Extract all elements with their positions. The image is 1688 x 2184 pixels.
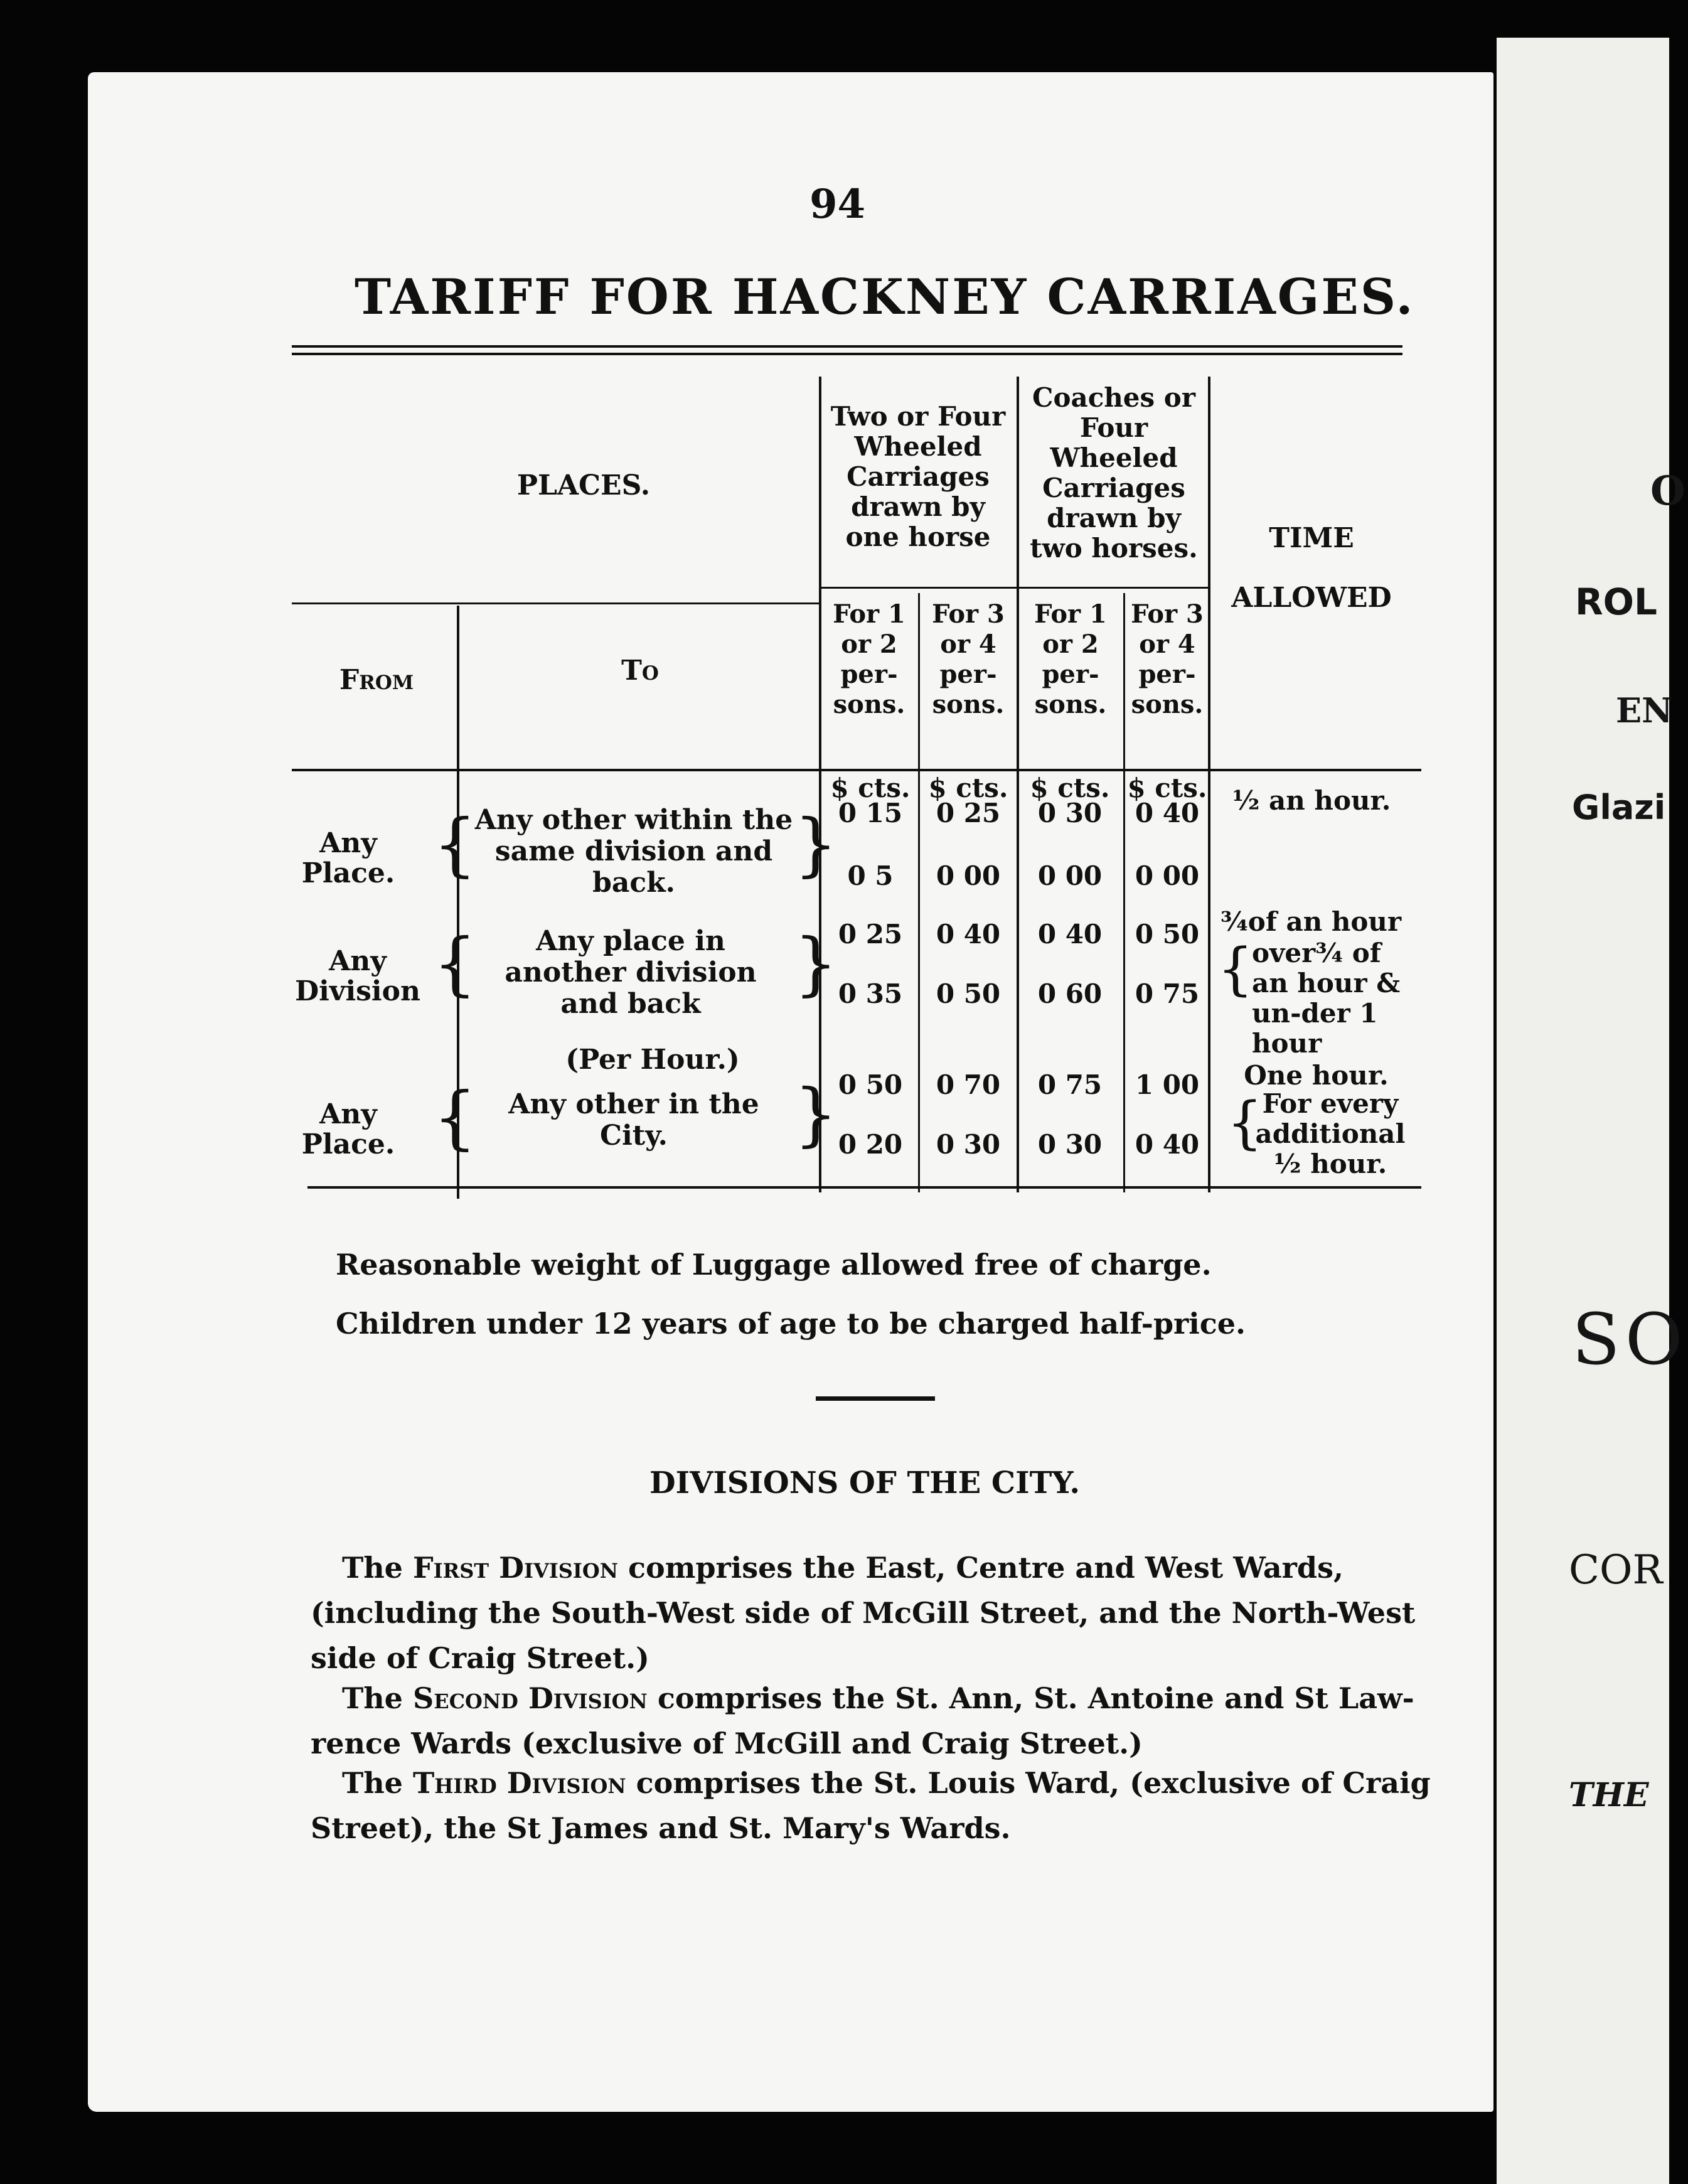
unit-label-3: $ cts. xyxy=(1030,773,1110,803)
table-bottom-rule xyxy=(307,1186,1421,1189)
facing-fragment-6: COR xyxy=(1569,1547,1663,1593)
page-title: TARIFF FOR HACKNEY CARRIAGES. xyxy=(355,269,1415,326)
second-division-paragraph xyxy=(311,1676,1440,1766)
row1-val-b4: 0 00 xyxy=(1135,860,1200,891)
row1-val-b2: 0 00 xyxy=(936,860,1001,891)
row3-to: Any other in the City. xyxy=(508,1088,759,1152)
row2-from-brace: { xyxy=(433,923,477,1004)
row3-val-a1: 0 50 xyxy=(838,1069,903,1100)
carriage-divider-rule xyxy=(819,587,1208,589)
unit-label-4: $ cts. xyxy=(1127,773,1207,803)
section-separator xyxy=(816,1396,935,1401)
col-divider-2 xyxy=(918,593,920,1192)
page-number: 94 xyxy=(809,181,866,228)
unit-label-2: $ cts. xyxy=(928,773,1008,803)
time-header: TIME ALLOWED xyxy=(1231,522,1392,614)
places-divider-rule xyxy=(292,602,819,604)
from-header: From xyxy=(339,664,414,696)
third-division-name: Third Division xyxy=(412,1766,626,1800)
row2-to: Any place in another division and back xyxy=(505,925,757,1020)
third-division-paragraph xyxy=(311,1760,1440,1851)
row2-val-a2: 0 40 xyxy=(936,919,1001,950)
row1-from: Any Place. xyxy=(301,827,395,889)
row3-to-brace: } xyxy=(794,1074,838,1154)
row2-time-2: over¾ of an hour & un-der 1 hour xyxy=(1252,938,1401,1059)
facing-fragment-3: EN xyxy=(1616,690,1673,731)
third-division-text: comprises the St. Louis Ward, (exclusive of Craig Street), the St James and St. Mary's Wards. xyxy=(311,1766,1431,1845)
facing-fragment-2: ROL xyxy=(1575,581,1657,623)
row2-val-b4: 0 75 xyxy=(1135,978,1200,1009)
row2-time-brace: { xyxy=(1217,936,1254,1002)
unit-label-1: $ cts. xyxy=(830,773,911,803)
row1-time: ½ an hour. xyxy=(1232,785,1391,816)
row1-val-a4: 0 40 xyxy=(1135,798,1200,828)
row1-val-b1: 0 5 xyxy=(847,860,894,891)
header-bottom-rule xyxy=(292,769,1421,771)
luggage-note: Reasonable weight of Luggage allowed free of charge. xyxy=(336,1248,1212,1282)
row2-from: Any Division xyxy=(295,945,420,1007)
row2-val-b3: 0 60 xyxy=(1037,978,1103,1009)
row2-val-b1: 0 35 xyxy=(838,978,903,1009)
row3-val-b1: 0 20 xyxy=(838,1129,903,1160)
row1-to: Any other within the same division and back. xyxy=(474,804,793,899)
sub-header-1: For 1 or 2 per-sons. xyxy=(833,599,905,719)
second-division-lead: The xyxy=(342,1681,403,1715)
divisions-title: DIVISIONS OF THE CITY. xyxy=(649,1465,1081,1501)
row3-time-2: For every additional ½ hour. xyxy=(1255,1088,1406,1179)
row2-val-b2: 0 50 xyxy=(936,978,1001,1009)
two-horse-header: Coaches or Four Wheeled Carriages drawn by two horses. xyxy=(1030,382,1198,564)
sub-header-3: For 1 or 2 per-sons. xyxy=(1034,599,1107,719)
sub-header-4: For 3 or 4 per-sons. xyxy=(1131,599,1204,719)
sub-header-2: For 3 or 4 per-sons. xyxy=(932,599,1005,719)
facing-page xyxy=(1497,38,1669,2184)
row3-from: Any Place. xyxy=(301,1098,395,1160)
facing-fragment-5: SO xyxy=(1572,1299,1688,1381)
col-divider-4 xyxy=(1123,593,1125,1192)
row3-val-b3: 0 30 xyxy=(1037,1129,1103,1160)
row1-val-a1: 0 15 xyxy=(838,798,903,828)
second-division-text: comprises the St. Ann, St. Antoine and St Law-rence Wards (exclusive of McGill and Craig Street.) xyxy=(311,1681,1414,1760)
row3-time-brace: { xyxy=(1227,1090,1263,1156)
row1-val-a3: 0 30 xyxy=(1037,798,1103,828)
row3-time-1: One hour. xyxy=(1244,1060,1389,1091)
one-horse-header: Two or Four Wheeled Carriages drawn by one horse xyxy=(830,401,1006,552)
row3-val-b4: 0 40 xyxy=(1135,1129,1200,1160)
facing-fragment-4: Glazi xyxy=(1572,788,1666,827)
row3-val-a3: 0 75 xyxy=(1037,1069,1103,1100)
row2-val-a4: 0 50 xyxy=(1135,919,1200,950)
facing-fragment-1: O xyxy=(1650,468,1685,515)
table-top-rule-2 xyxy=(292,353,1402,355)
first-division-paragraph xyxy=(311,1545,1440,1681)
row1-val-b3: 0 00 xyxy=(1037,860,1103,891)
row1-val-a2: 0 25 xyxy=(936,798,1001,828)
to-header: To xyxy=(621,655,659,687)
row3-val-a2: 0 70 xyxy=(936,1069,1001,1100)
table-top-rule-1 xyxy=(292,345,1402,348)
col-divider-3 xyxy=(1017,377,1019,1192)
row3-from-brace: { xyxy=(433,1077,477,1157)
row3-val-a4: 1 00 xyxy=(1135,1069,1200,1100)
row2-val-a1: 0 25 xyxy=(838,919,903,950)
first-division-name: First Division xyxy=(412,1551,618,1585)
row3-val-b2: 0 30 xyxy=(936,1129,1001,1160)
second-division-name: Second Division xyxy=(412,1681,648,1715)
third-division-lead: The xyxy=(342,1766,403,1800)
row3-per-hour: (Per Hour.) xyxy=(565,1044,740,1076)
row2-to-brace: } xyxy=(794,923,838,1004)
row2-time-1: ¾of an hour xyxy=(1221,906,1402,937)
row1-from-brace: { xyxy=(433,804,477,884)
places-header: PLACES. xyxy=(516,469,651,501)
facing-fragment-7: THE xyxy=(1569,1776,1649,1814)
row1-to-brace: } xyxy=(794,804,838,884)
children-note: Children under 12 years of age to be charged half-price. xyxy=(336,1307,1246,1341)
col-divider-5 xyxy=(1208,377,1210,1192)
first-division-text: comprises the East, Centre and West Wards, (including the South-West side of McGill Street, and the North-West side of Craig Street.) xyxy=(311,1551,1416,1675)
row2-val-a3: 0 40 xyxy=(1037,919,1103,950)
first-division-lead: The xyxy=(342,1551,403,1585)
